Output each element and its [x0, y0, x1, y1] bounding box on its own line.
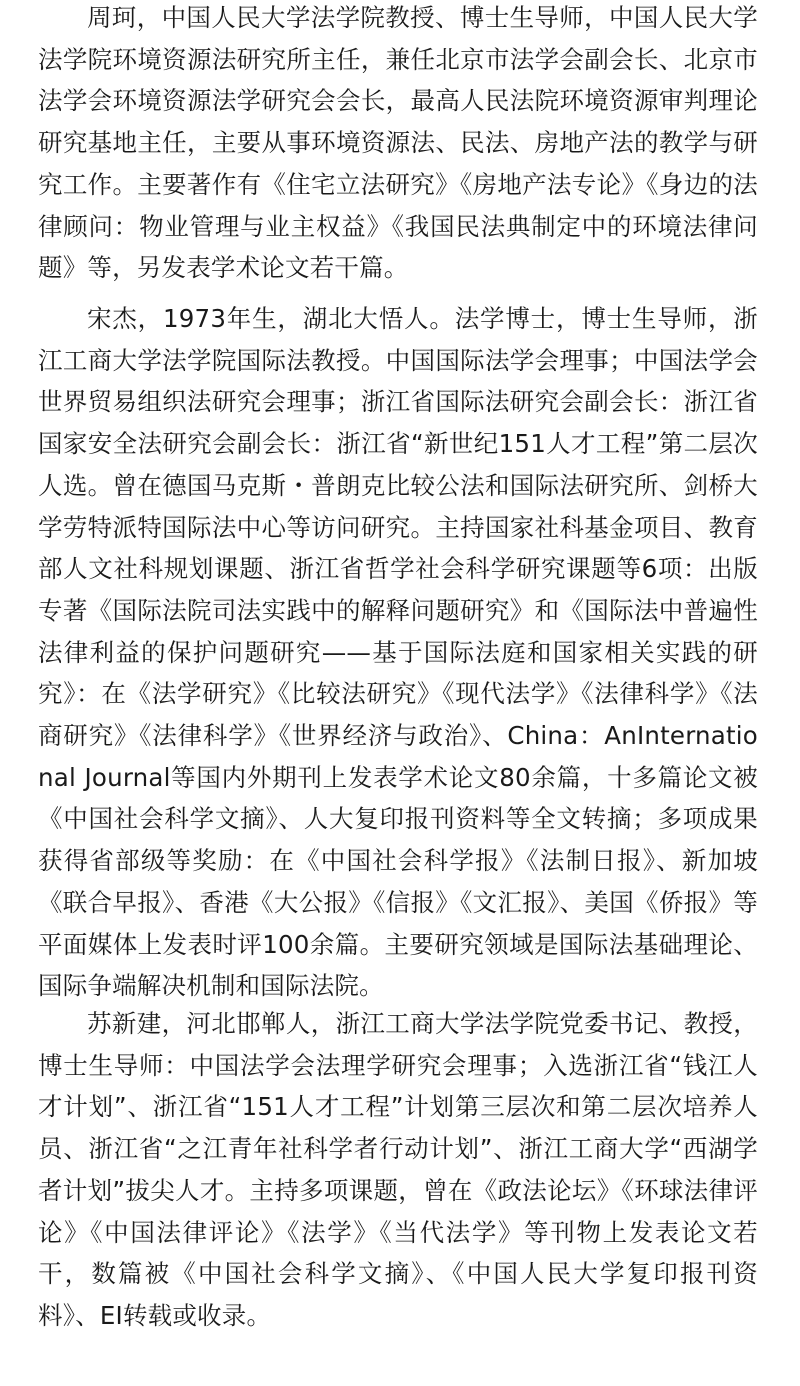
bio-paragraph-song-jie: 宋杰，1973年生，湖北大悟人。法学博士，博士生导师，浙江工商大学法学院国际法教授。中国国际法学会理事；中国法学会世界贸易组织法研究会理事；浙江省国际法研究会副会长：浙江省国家安全法研究会副会长：浙江省“新世纪151人才工程”第二层次人选。曾在德国马克斯・普朗克比较公法和国际法研究所、剑桥大学劳特派特国际法中心等访问研究。主持国家社科基金项目、教育部人文社科规划课题、浙江省哲学社会科学研究课题等6项：出版专著《国际法院司法实践中的解释问题研究》和《国际法中普遍性法律利益的保护问题研究——基于国际法庭和国家相关实践的研究》：在《法学研究》《比较法研究》《现代法学》《法律科学》《法商研究》《法律科学》《世界经济与政治》、China：AnInternational Journal等国内外期刊上发表学术论文80余篇，十多篇论文被《中国社会科学文摘》、人大复印报刊资料等全文转摘；多项成果获得省部级等奖励：在《中国社会科学报》《法制日报》、新加坡《联合早报》、香港《大公报》《信报》《文汇报》、美国《侨报》等平面媒体上发表时评100余篇。主要研究领域是国际法基础理论、国际争端解决机制和国际法院。	[38, 304, 758, 1001]
bio-paragraph-su-xinjian: 苏新建，河北邯郸人，浙江工商大学法学院党委书记、教授，博士生导师：中国法学会法理学研究会理事；入选浙江省“钱江人才计划”、浙江省“151人才工程”计划第三层次和第二层次培养人员、浙江省“之江青年社科学者行动计划”、浙江工商大学“西湖学者计划”拔尖人才。主持多项课题，曾在《政法论坛》《环球法律评论》《中国法律评论》《法学》《当代法学》等刊物上发表论文若干，数篇被《中国社会科学文摘》、《中国人民大学复印报刊资料》、EI转载或收录。	[38, 1009, 758, 1330]
bio-paragraph-zhou-ke: 周珂，中国人民大学法学院教授、博士生导师，中国人民大学法学院环境资源法研究所主任，兼任北京市法学会副会长、北京市法学会环境资源法学研究会会长，最高人民法院环境资源审判理论研究基地主任，主要从事环境资源法、民法、房地产法的教学与研究工作。主要著作有《住宅立法研究》《房地产法专论》《身边的法律顾问：物业管理与业主权益》《我国民法典制定中的环境法律问题》等，另发表学术论文若干篇。	[38, 3, 758, 283]
